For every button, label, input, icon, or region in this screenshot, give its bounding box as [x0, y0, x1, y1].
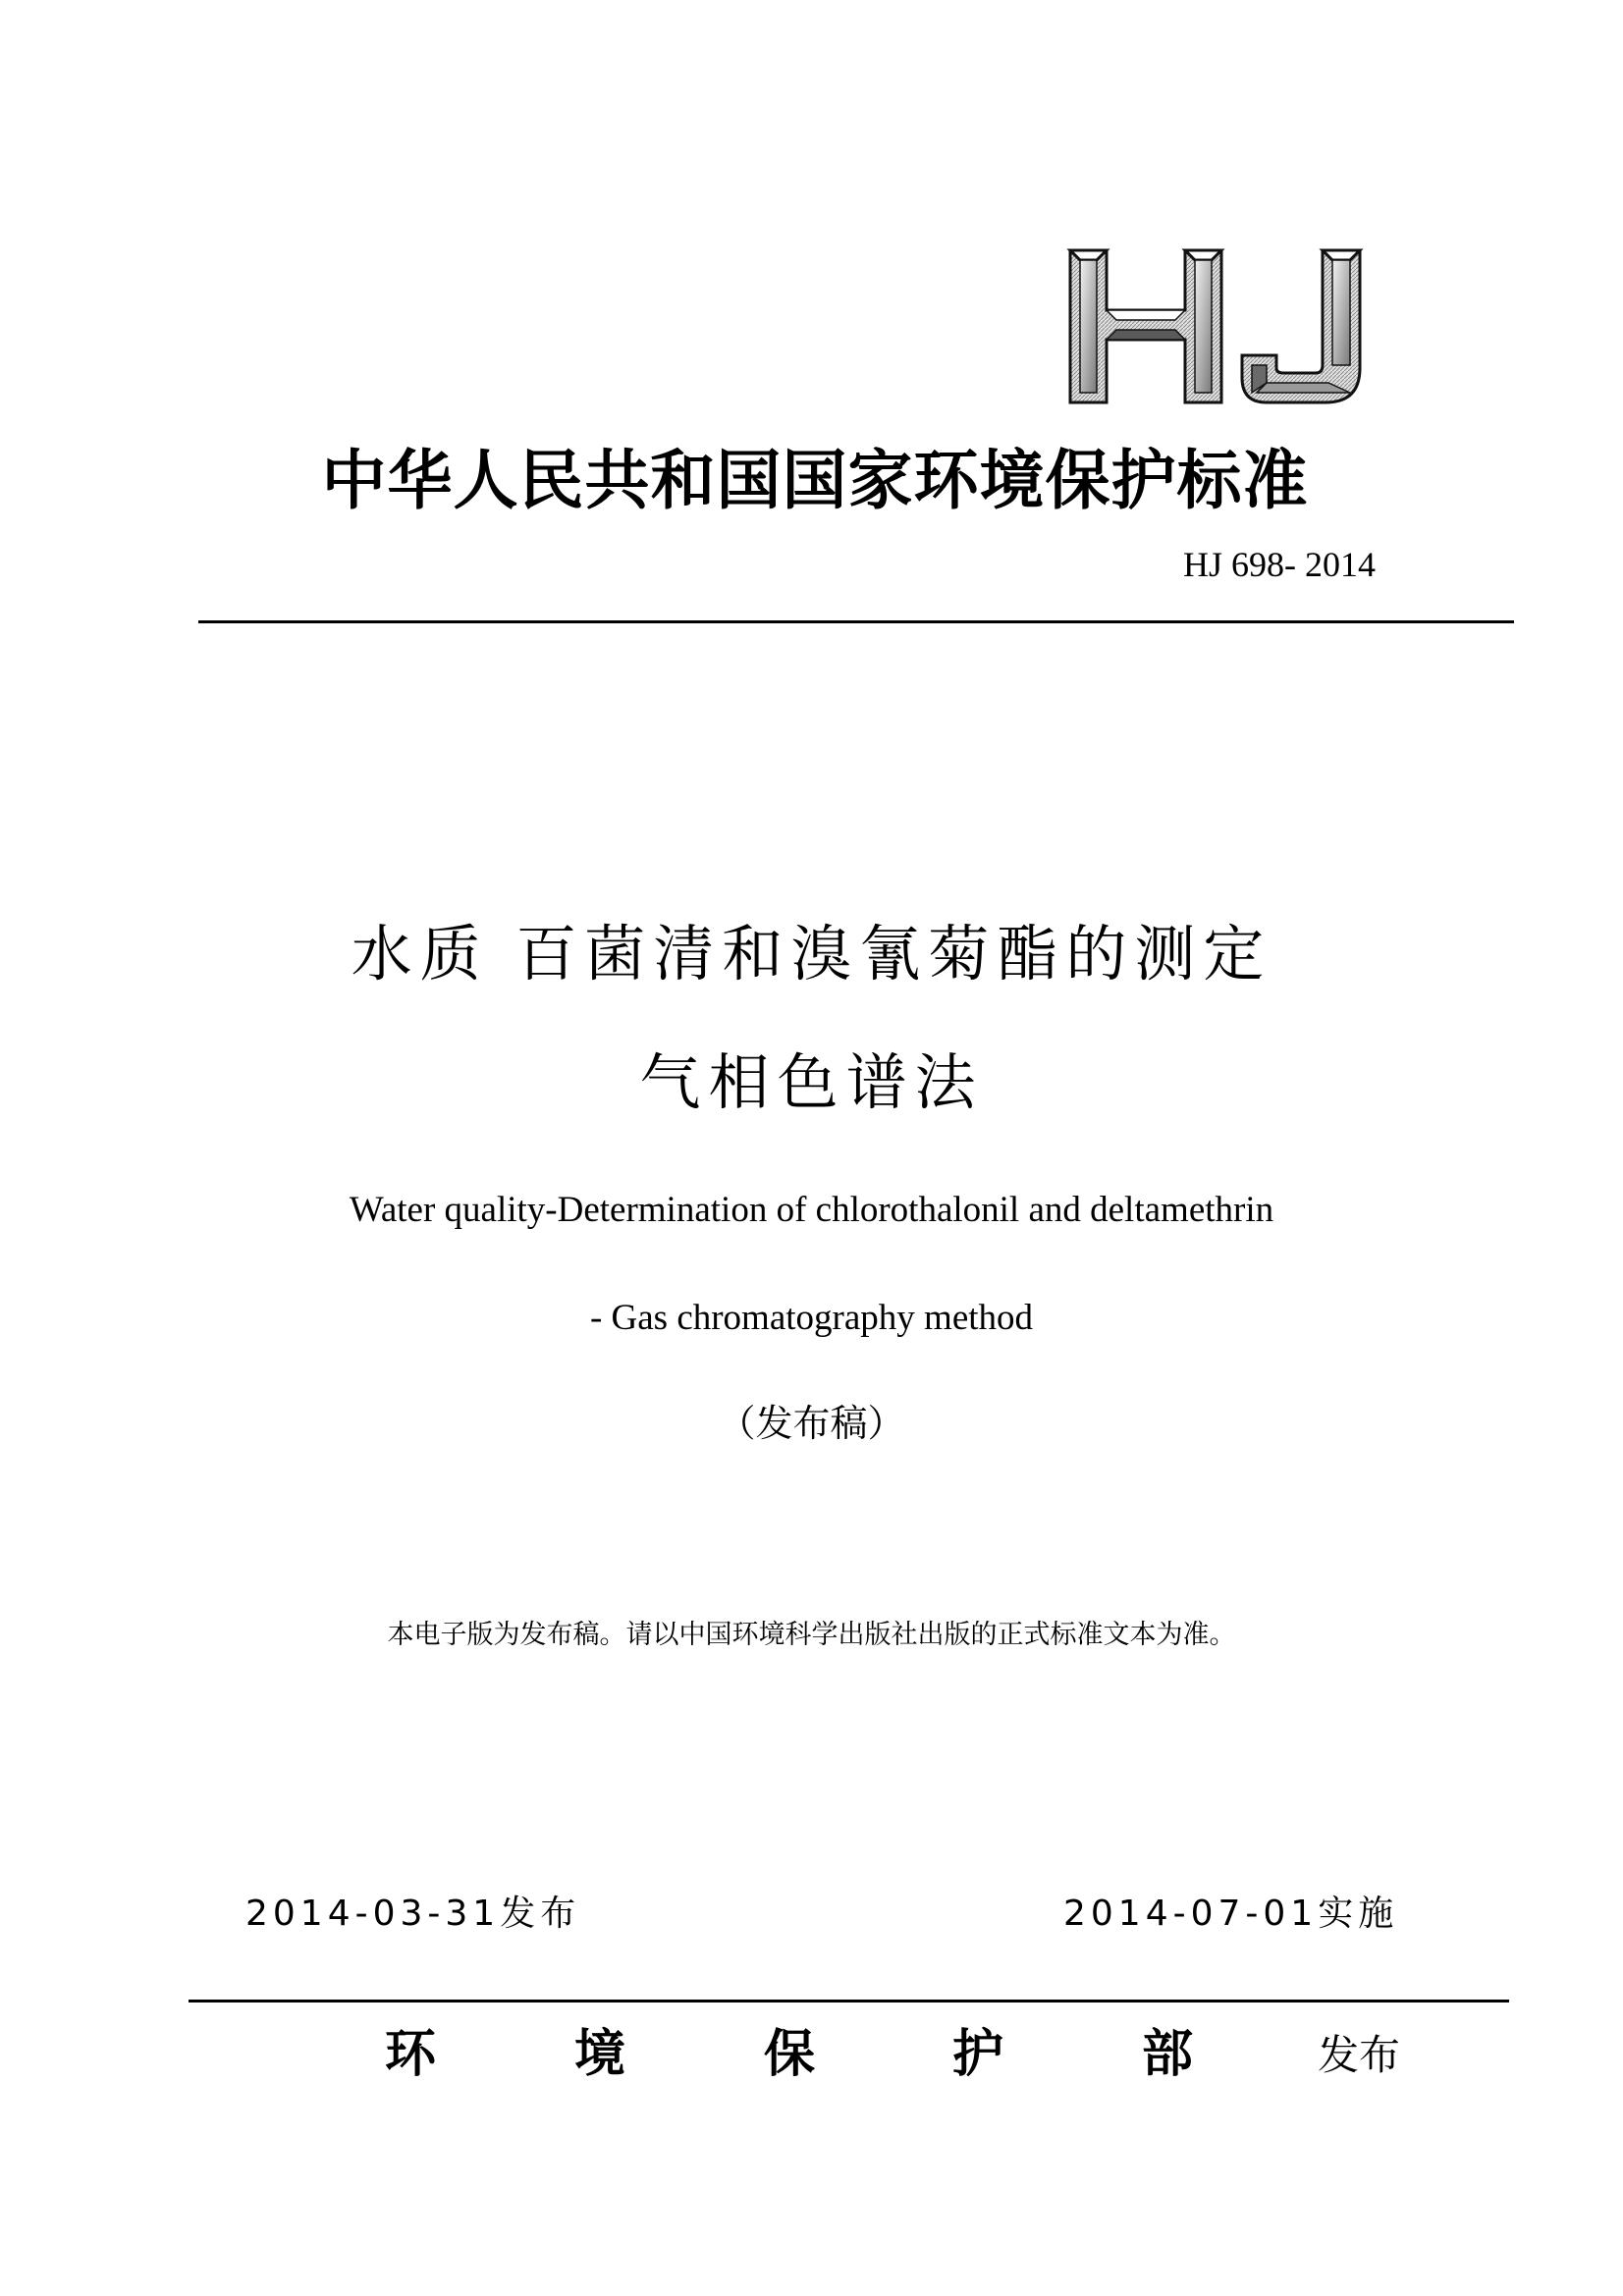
standard-category-title: 中华人民共和国国家环境保护标准 — [321, 443, 1309, 518]
standard-number: HJ 698- 2014 — [1183, 545, 1376, 584]
issuer-name-char: 环 — [385, 2025, 437, 2084]
english-title-line-2: - Gas chromatography method — [589, 1298, 1034, 1338]
issuer-name-char: 境 — [574, 2025, 626, 2084]
logo-letter-h — [1070, 250, 1221, 402]
issuer-action: 发布 — [1318, 2031, 1401, 2079]
draft-label: （发布稿） — [718, 1402, 905, 1445]
issuer-name-char: 部 — [1142, 2025, 1194, 2084]
chinese-title-line-2: 气相色谱法 — [639, 1046, 984, 1118]
issuer-name-char: 护 — [952, 2025, 1004, 2084]
logo-letter-j — [1242, 250, 1360, 402]
top-divider — [198, 620, 1514, 623]
bottom-divider — [189, 2000, 1509, 2002]
hj-logo — [1065, 245, 1370, 407]
issue-date: 2014-03-31发布 — [245, 1894, 581, 1934]
english-title-line-1: Water quality-Determination of chlorothalonil and deltamethrin — [349, 1190, 1274, 1230]
issuer-name-char: 保 — [764, 2025, 816, 2084]
chinese-title-line-1: 水质 百菌清和溴氰菊酯的测定 — [351, 918, 1272, 989]
electronic-version-notice: 本电子版为发布稿。请以中国环境科学出版社出版的正式标准文本为准。 — [387, 1620, 1236, 1650]
implementation-date: 2014-07-01实施 — [1063, 1894, 1399, 1934]
